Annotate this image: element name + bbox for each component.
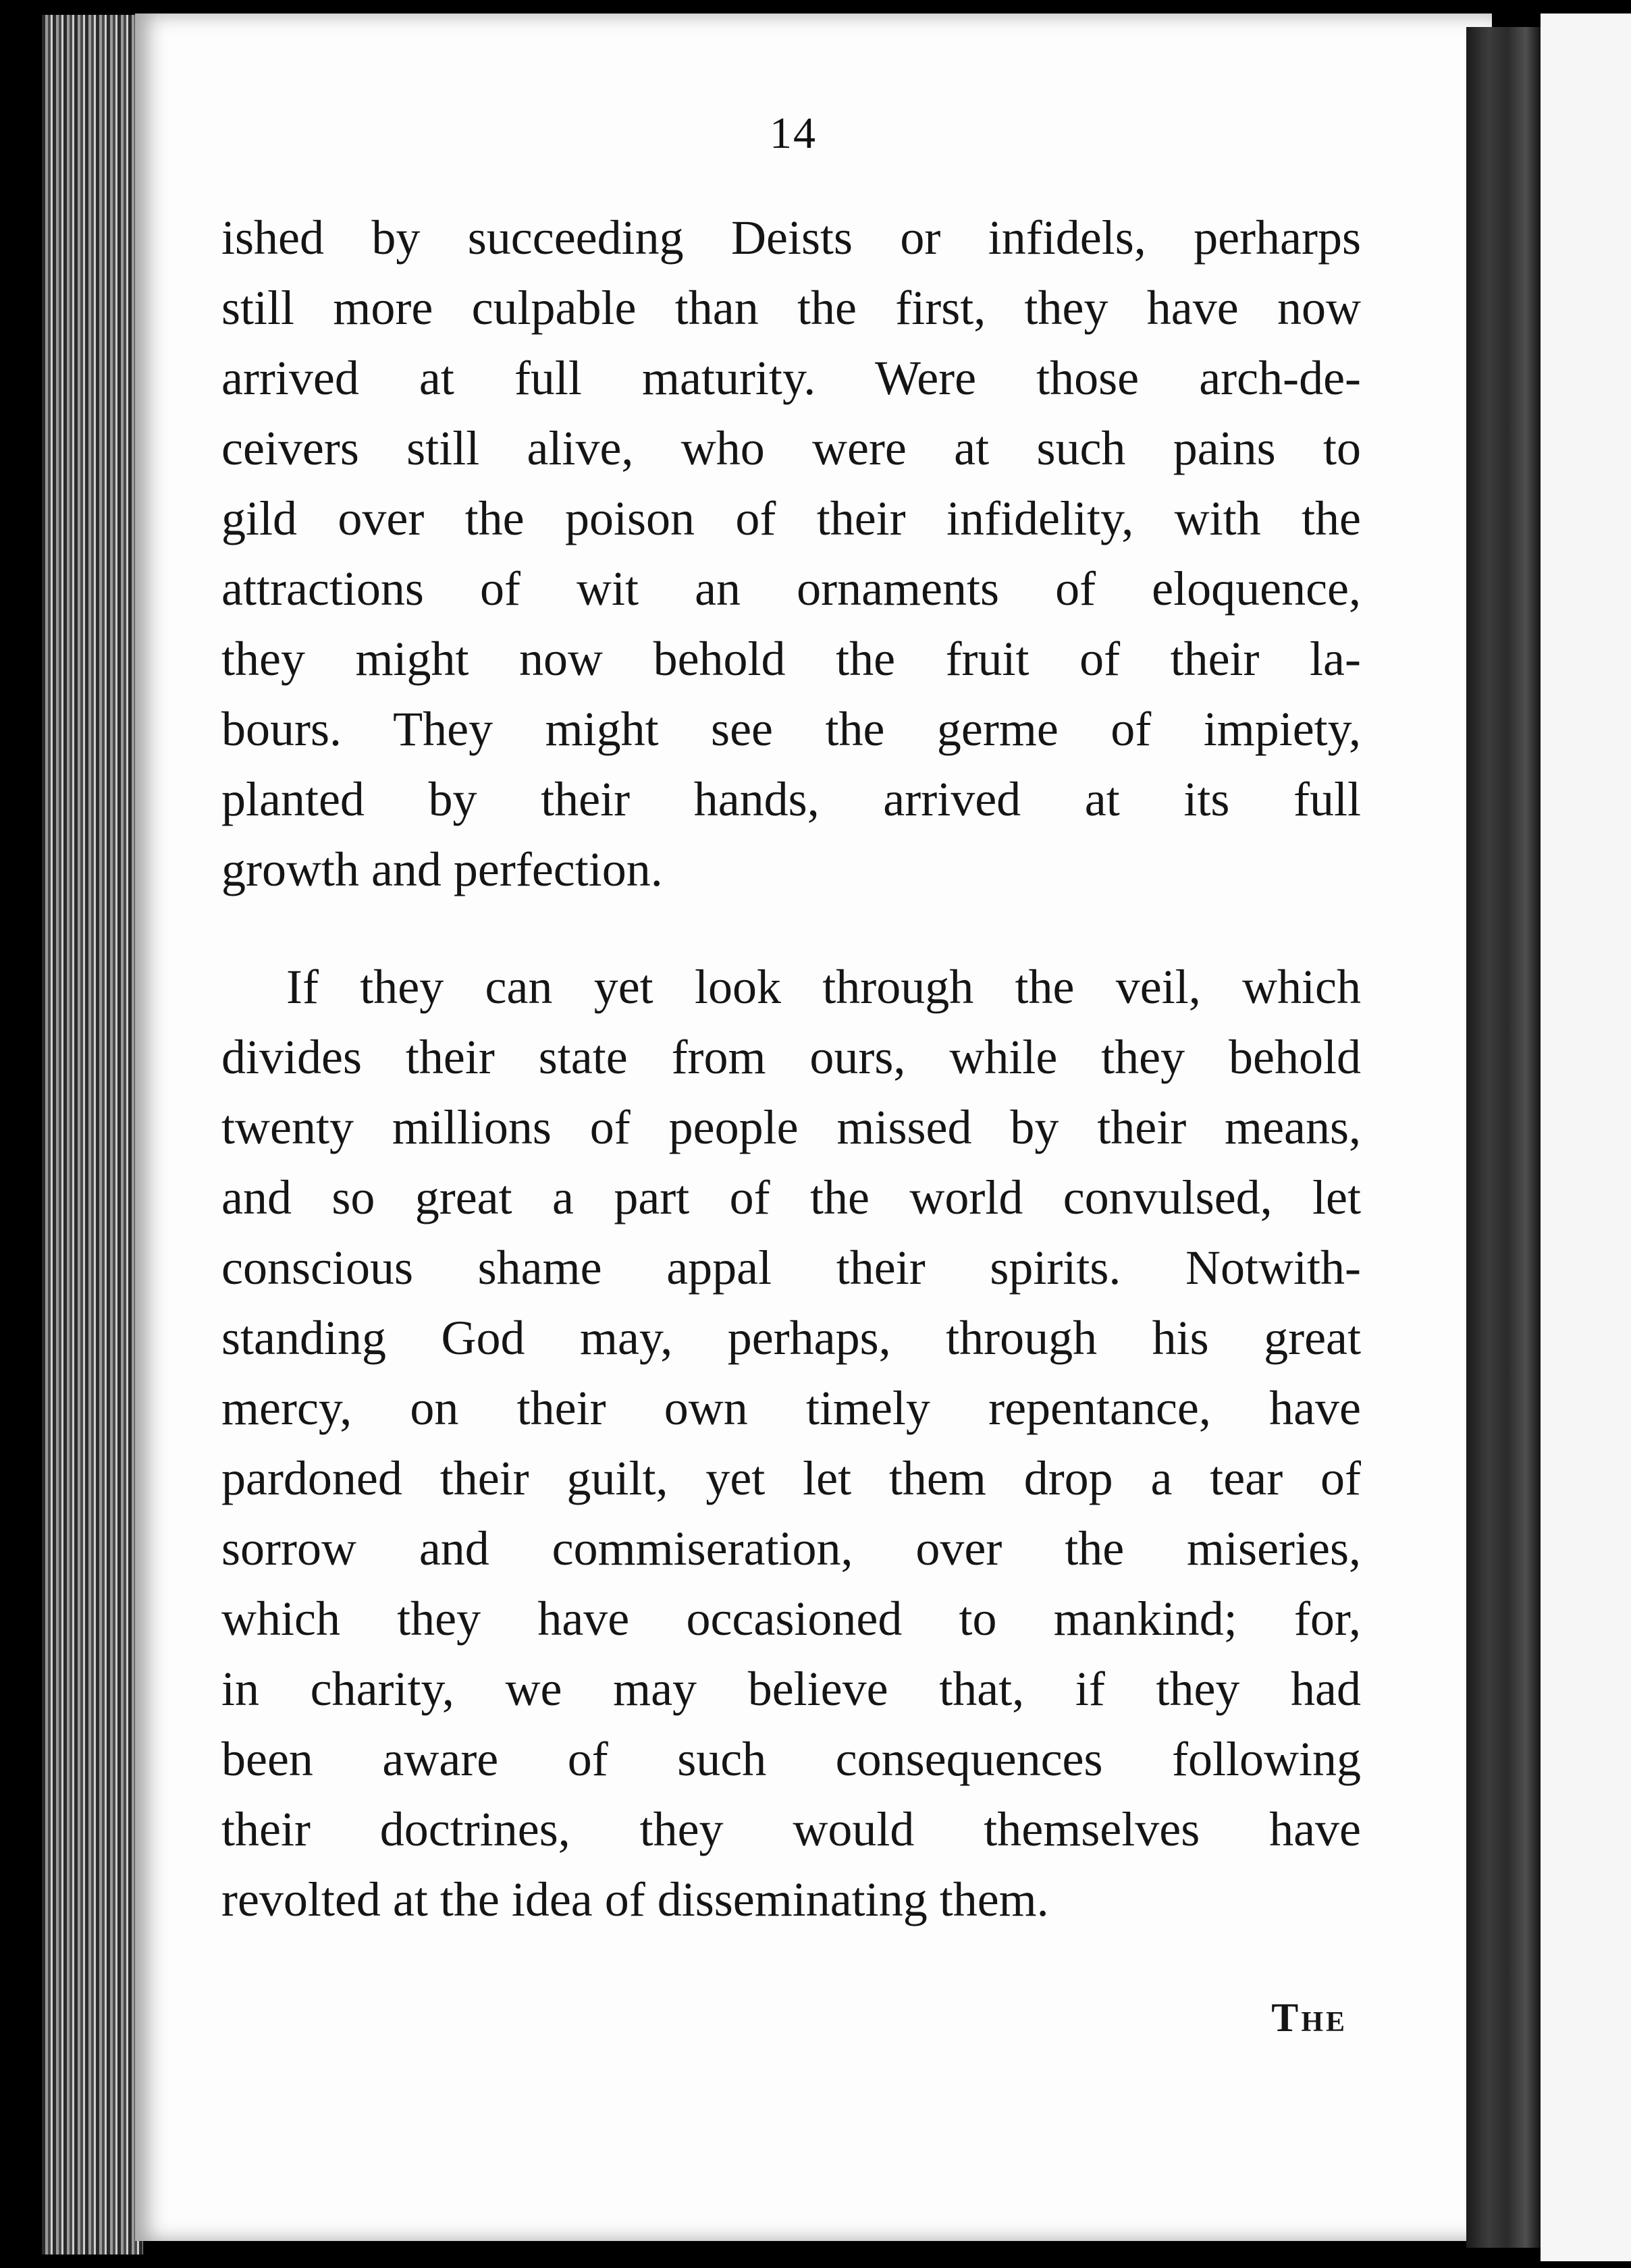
text-line: planted by their hands, arrived at its full <box>221 772 1361 826</box>
text-line: pardoned their guilt, yet let them drop a tear of <box>221 1451 1361 1505</box>
catchword: The <box>1271 1995 1347 2040</box>
facing-page-edge <box>1541 14 1631 2261</box>
text-line: in charity, we may believe that, if they had <box>221 1662 1361 1716</box>
text-line: gild over the poison of their infidelity, with the <box>221 491 1361 545</box>
text-line: been aware of such consequences following <box>221 1732 1361 1786</box>
text-line: bours. They might see the germe of impiety, <box>221 702 1361 756</box>
text-line: ished by succeeding Deists or infidels, perharps <box>221 211 1361 265</box>
text-line: standing God may, perhaps, through his great <box>221 1311 1361 1365</box>
page-number: 14 <box>770 109 817 158</box>
page-stack-edges <box>42 15 143 2254</box>
text-line: growth and perfection. <box>221 842 663 896</box>
text-line: mercy, on their own timely repentance, have <box>221 1381 1361 1435</box>
text-line: sorrow and commiseration, over the miseries, <box>221 1521 1361 1575</box>
text-line: they might now behold the fruit of their la- <box>221 632 1361 686</box>
text-line: divides their state from ours, while they behold <box>221 1030 1361 1084</box>
text-line: attractions of wit an ornaments of eloquence, <box>221 562 1361 616</box>
book-binding <box>1466 27 1541 2248</box>
text-line: which they have occasioned to mankind; for, <box>221 1592 1361 1646</box>
text-line: ceivers still alive, who were at such pains to <box>221 421 1361 475</box>
text-line: their doctrines, they would themselves have <box>221 1802 1361 1856</box>
body-text <box>221 202 1361 1935</box>
text-line: and so great a part of the world convulsed, let <box>221 1170 1361 1224</box>
text-line: conscious shame appal their spirits. Notwith- <box>221 1241 1361 1295</box>
text-line: twenty millions of people missed by their means, <box>221 1100 1361 1154</box>
text-line: arrived at full maturity. Were those arch-de- <box>221 351 1361 405</box>
text-line: revolted at the idea of disseminating them. <box>221 1872 1049 1926</box>
paragraph-gap <box>221 905 1361 952</box>
text-line: If they can yet look through the veil, which <box>286 960 1361 1014</box>
text-line: still more culpable than the first, they have now <box>221 281 1361 335</box>
